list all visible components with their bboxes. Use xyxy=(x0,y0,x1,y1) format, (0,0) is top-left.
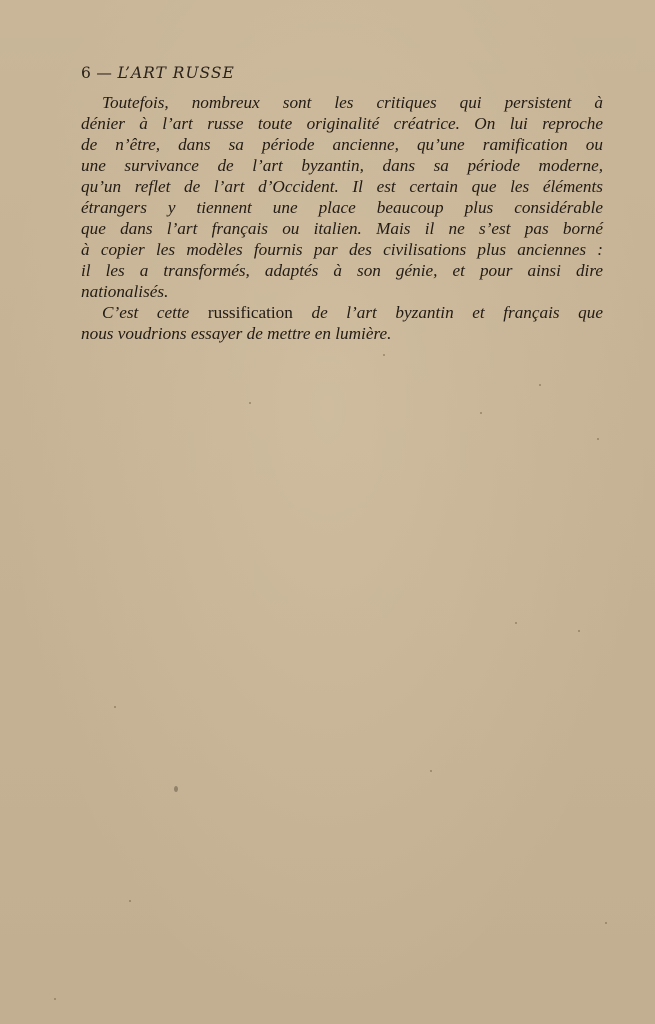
body-text xyxy=(81,92,603,344)
paper-speck xyxy=(539,384,541,386)
running-head xyxy=(81,64,235,82)
paper-speck xyxy=(174,786,178,792)
page-number: 6 — xyxy=(81,64,113,82)
paper-speck xyxy=(430,770,432,772)
text-segment-roman: russification xyxy=(207,303,293,322)
paper-speck xyxy=(54,998,56,1000)
paper-speck xyxy=(383,354,385,356)
paper-speck xyxy=(114,706,116,708)
text-segment: C’est cette xyxy=(102,303,190,322)
paper-speck xyxy=(605,922,607,924)
text-line: qu’un reflet de l’art d’Occident. Il est certain que les éléments xyxy=(81,177,603,196)
paper-speck xyxy=(597,438,599,440)
text-line: une survivance de l’art byzantin, dans sa période moderne, xyxy=(81,156,603,175)
paper-speck xyxy=(515,622,517,624)
book-title: L’ART RUSSE xyxy=(117,64,235,82)
text-line: nous voudrions essayer de mettre en lumière. xyxy=(81,324,392,343)
text-line: de n’être, dans sa période ancienne, qu’une ramification ou xyxy=(81,135,603,154)
text-line: dénier à l’art russe toute originalité créatrice. On lui reproche xyxy=(81,114,603,133)
text-line xyxy=(81,302,603,323)
text-line: nationalisés. xyxy=(81,282,169,301)
paper-speck xyxy=(578,630,580,632)
text-line: il les a transformés, adaptés à son génie, et pour ainsi dire xyxy=(81,261,603,280)
paper-speck xyxy=(480,412,482,414)
text-line: étrangers y tiennent une place beaucoup plus considérable xyxy=(81,198,603,217)
text-segment: de l’art byzantin et français que xyxy=(311,303,603,322)
text-line: Toutefois, nombreux sont les critiques qui persistent à xyxy=(102,93,603,112)
paper-speck xyxy=(129,900,131,902)
paper-speck xyxy=(249,402,251,404)
text-line: à copier les modèles fournis par des civilisations plus anciennes : xyxy=(81,240,603,259)
text-line: que dans l’art français ou italien. Mais il ne s’est pas borné xyxy=(81,219,603,238)
